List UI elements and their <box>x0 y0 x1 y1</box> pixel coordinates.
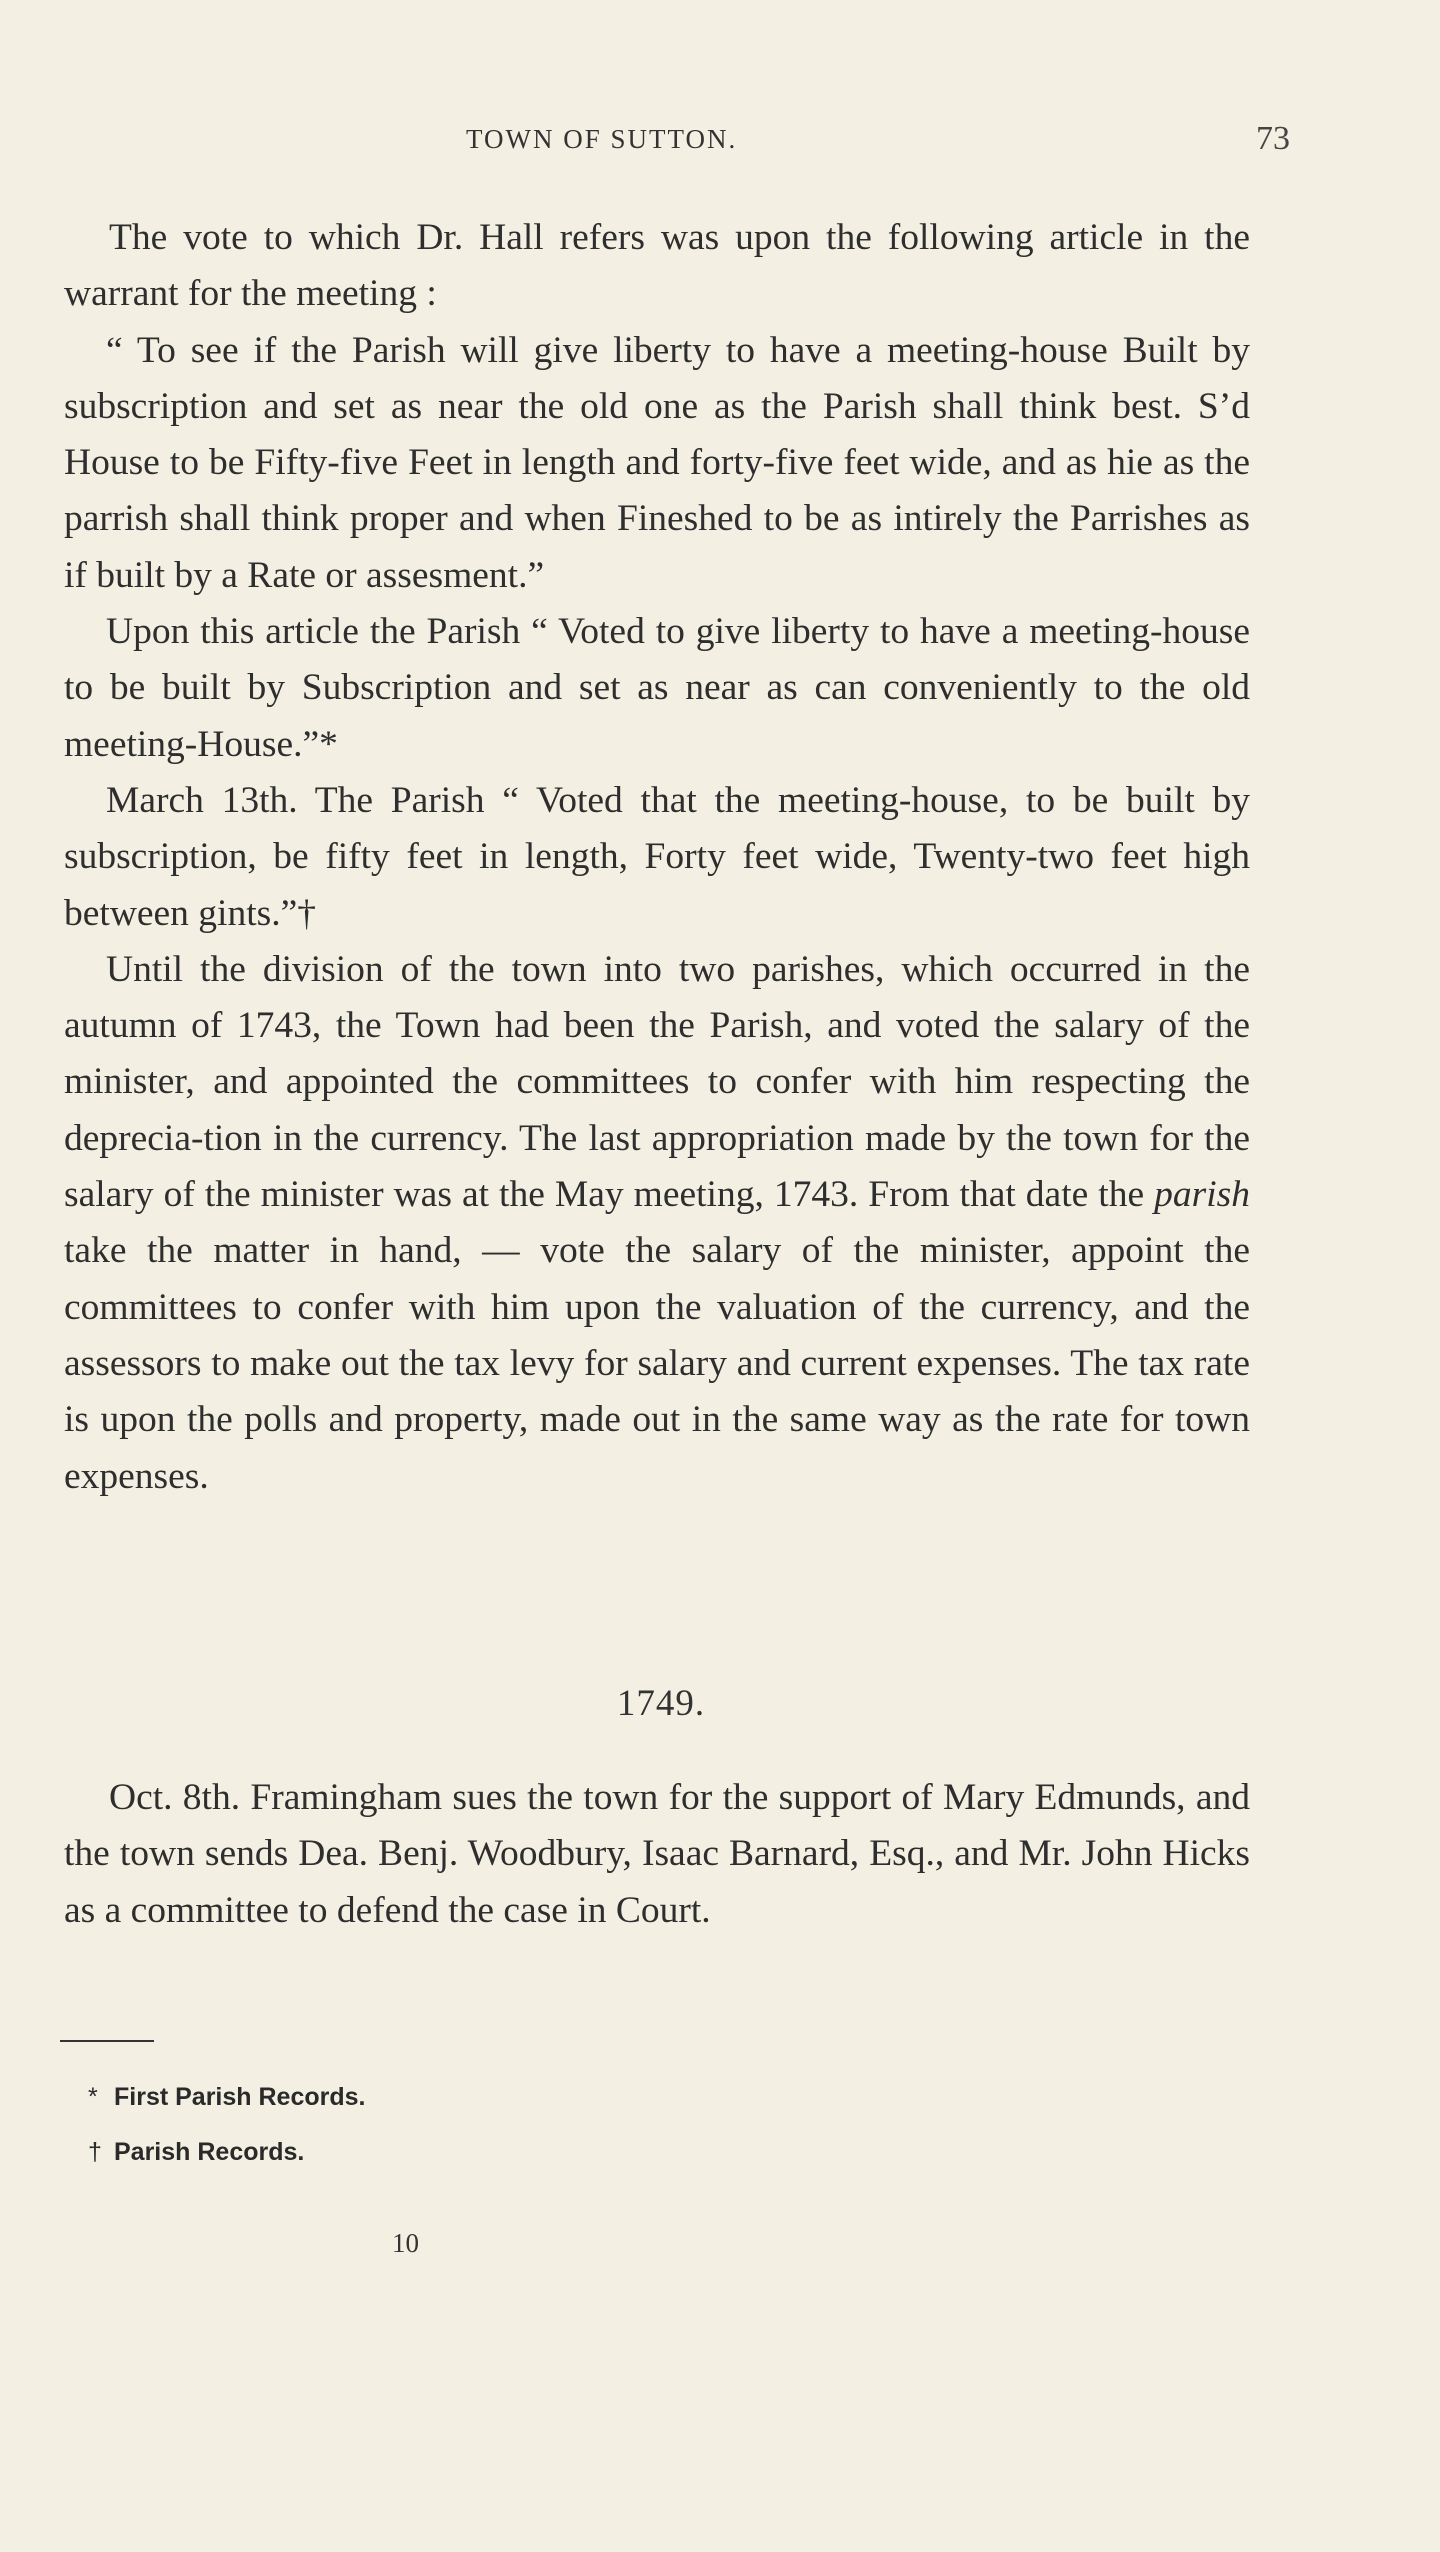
italic-parish: parish <box>1154 1174 1250 1216</box>
page-number: 73 <box>1256 120 1290 157</box>
footnote-text: Parish Records. <box>114 2138 305 2166</box>
paragraph-division <box>64 942 1250 1505</box>
footnote-item <box>88 2070 365 2125</box>
main-text <box>64 210 1250 1505</box>
footnote-mark: * <box>88 2083 98 2111</box>
paragraph-warrant-article: “ To see if the Parish will give liberty to have a meeting-house Built by subscription and set as near the old one as the Parish shall think best. S’d House to be Fifty-five Feet in length and forty-five feet wide, and as hie as the parrish shall think proper and when Fineshed to be as intirely the Parrishes as if built by a Rate or assesment.” <box>64 329 1250 596</box>
year-heading: 1749. <box>616 1683 706 1724</box>
running-head: TOWN OF SUTTON. <box>466 124 738 154</box>
footnote-divider <box>60 2040 154 2042</box>
paragraph-march-vote: March 13th. The Parish “ Voted that the meeting-house, to be built by subscription, be fifty feet in length, Forty feet wide, Twenty-two feet high between gints.”† <box>64 779 1250 934</box>
footnote-mark: † <box>88 2138 102 2166</box>
page-header <box>0 120 1440 174</box>
paragraph-vote-reference: The vote to which Dr. Hall refers was upon the following article in the warrant for the meeting : <box>64 217 1250 315</box>
paragraph-court-case: Oct. 8th. Framingham sues the town for the support of Mary Edmunds, and the town sends Dea. Benj. Woodbury, Isaac Barnard, Esq., and Mr. John Hicks as a committee to defend the case in Court. <box>64 1777 1250 1931</box>
footnote-text: First Parish Records. <box>114 2083 366 2111</box>
footnotes <box>88 2070 365 2180</box>
division-text-start: Until the division of the town into two parishes, which occurred in the autumn of 1743, the Town had been the Parish, and voted the salary of the minister, and appointed the committees to confer with him respecting the deprecia-tion in the currency. The last appropriation made by the town for the salary of the minister was at the May meeting, 1743. From that date the <box>64 948 1250 1216</box>
court-section <box>64 1770 1250 1939</box>
paragraph-parish-vote: Upon this article the Parish “ Voted to give liberty to have a meeting-house to be built by Subscription and set as near as can conveniently to the old meeting-House.”* <box>64 611 1250 765</box>
footnote-item <box>88 2125 365 2180</box>
division-text-end: take the matter in hand, — vote the salary of the minister, appoint the committees to confer with him upon the valuation of the currency, and the assessors to make out the tax levy for salary and current expenses. The tax rate is upon the polls and property, made out in the same way as the rate for town expenses. <box>64 1230 1250 1497</box>
signature-mark: 10 <box>392 2228 419 2258</box>
